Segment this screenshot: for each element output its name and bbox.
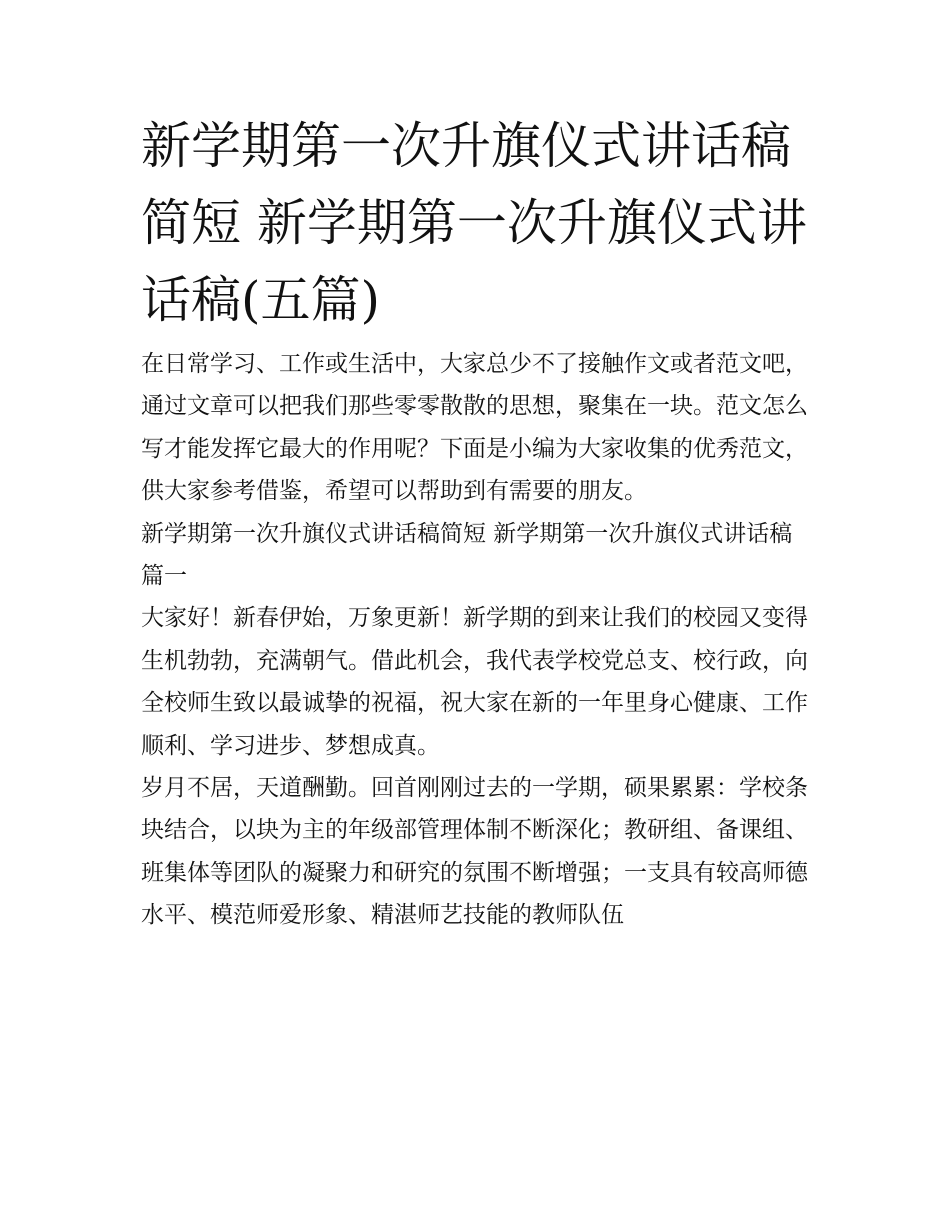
document-title: 新学期第一次升旗仪式讲话稿简短 新学期第一次升旗仪式讲话稿(五篇) — [141, 117, 807, 329]
greeting-paragraph: 大家好！新春伊始，万象更新！新学期的到来让我们的校园又变得生机勃勃，充满朝气。借此机会，我代表学校党总支、校行政，向全校师生致以最诚挚的祝福，祝大家在新的一年里身心健康、工作顺利、学习进步、梦想成真。 — [141, 605, 808, 759]
document-body — [141, 343, 813, 937]
intro-paragraph: 在日常学习、工作或生活中，大家总少不了接触作文或者范文吧，通过文章可以把我们那些零零散散的思想，聚集在一块。范文怎么写才能发挥它最大的作用呢？下面是小编为大家收集的优秀范文，供大家参考借鉴，希望可以帮助到有需要的朋友。 — [141, 351, 808, 505]
review-paragraph: 岁月不居，天道酬勤。回首刚刚过去的一学期，硕果累累：学校条块结合，以块为主的年级部管理体制不断深化；教研组、备课组、班集体等团队的凝聚力和研究的氛围不断增强；一支具有较高师德水平、模范师爱形象、精湛师艺技能的教师队伍 — [141, 775, 808, 929]
document-page — [141, 108, 813, 937]
section-heading: 新学期第一次升旗仪式讲话稿简短 新学期第一次升旗仪式讲话稿篇一 — [141, 520, 793, 590]
